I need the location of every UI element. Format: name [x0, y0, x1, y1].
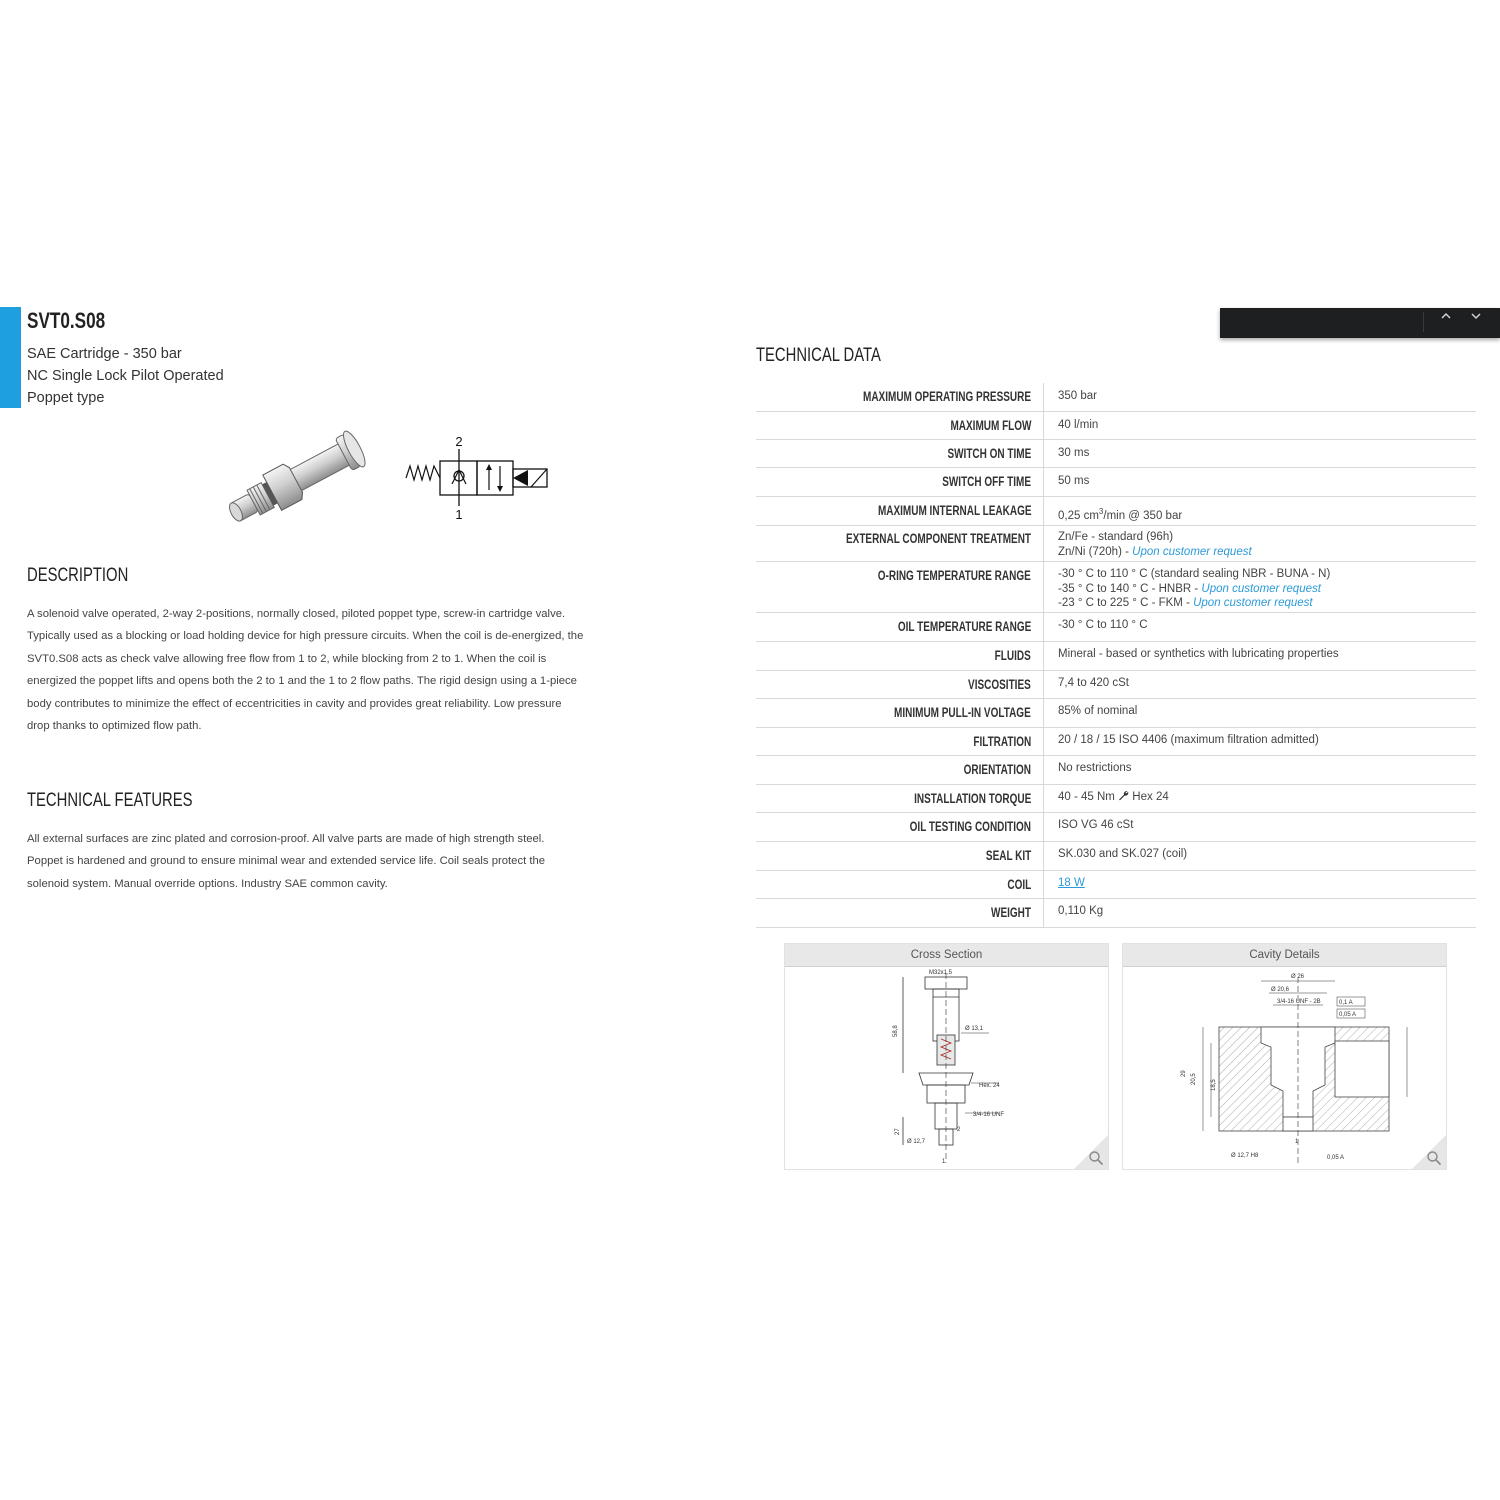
table-row — [756, 728, 1476, 756]
row-value: Zn/Fe - standard (96h) Zn/Ni (720h) - Upon customer request — [1058, 531, 1252, 558]
cavity-details-drawing — [1123, 967, 1446, 1169]
features-line: All external surfaces are zinc plated and corrosion-proof. All valve parts are made of high strength steel. — [27, 833, 545, 845]
row-value: 40 l/min — [1058, 419, 1099, 431]
drawing-label: 0,05 A — [1339, 1012, 1357, 1018]
description-line: drop thanks to optimized flow path. — [27, 720, 202, 733]
drawing-label: 58,8 — [893, 1025, 899, 1037]
row-label: OIL TEMPERATURE RANGE — [756, 613, 1044, 641]
drawing-label: 20,5 — [1191, 1073, 1197, 1085]
drawing-label: 1 — [1295, 1139, 1299, 1145]
row-label: MAXIMUM FLOW — [756, 412, 1044, 439]
row-value: ISO VG 46 cSt — [1058, 819, 1134, 831]
subtitle-line-2: NC Single Lock Pilot Operated — [27, 368, 224, 384]
row-value: 85% of nominal — [1058, 705, 1138, 717]
table-row — [756, 813, 1476, 842]
product-subtitle — [27, 343, 224, 409]
row-label: SWITCH OFF TIME — [756, 468, 1044, 496]
technical-data-title: TECHNICAL DATA — [756, 345, 881, 366]
drawing-label: Ø 13,1 — [965, 1026, 984, 1032]
cross-section-panel[interactable] — [784, 943, 1109, 1170]
drawing-label: Ø 26 — [1291, 974, 1305, 980]
row-value: 350 bar — [1058, 390, 1098, 402]
table-row — [756, 785, 1476, 813]
table-row — [756, 699, 1476, 728]
accent-bar — [0, 307, 21, 408]
cartridge-valve-image — [220, 424, 380, 534]
zoom-icon[interactable] — [1426, 1150, 1442, 1166]
row-label: SWITCH ON TIME — [756, 440, 1044, 467]
description-line: SVT0.S08 acts as check valve allowing free flow from 1 to 2, while blocking from 2 to 1. When the coil is — [27, 652, 547, 665]
hydraulic-symbol-icon — [400, 430, 555, 525]
description-title: DESCRIPTION — [27, 565, 129, 586]
row-label: FLUIDS — [756, 642, 1044, 670]
upon-request-link[interactable]: Upon customer request — [1193, 597, 1313, 609]
wrench-icon — [1118, 790, 1129, 801]
row-label: O-RING TEMPERATURE RANGE — [756, 562, 1044, 612]
row-value: 50 ms — [1058, 475, 1090, 487]
table-row — [756, 440, 1476, 468]
table-row — [756, 899, 1476, 928]
cavity-details-panel[interactable] — [1122, 943, 1447, 1170]
drawing-label: 2 — [957, 1127, 961, 1133]
features-line: Poppet is hardened and ground to ensure minimal wear and extended service life. Coil seals protect the — [27, 855, 546, 868]
floating-toolbar — [1220, 308, 1500, 338]
table-row — [756, 642, 1476, 671]
row-value: 40 - 45 Nm Hex 24 — [1058, 791, 1169, 803]
table-row — [756, 468, 1476, 497]
description-line: Typically used as a blocking or load holding device for high pressure circuits. When the coil is de-energized, the — [27, 630, 584, 643]
row-label: MAXIMUM OPERATING PRESSURE — [756, 383, 1044, 411]
row-value: No restrictions — [1058, 762, 1132, 774]
features-text — [27, 828, 627, 895]
row-value: 20 / 18 / 15 ISO 4406 (maximum filtration admitted) — [1058, 734, 1319, 746]
row-value — [1044, 871, 1085, 898]
row-value: -30 ° C to 110 ° C (standard sealing NBR - BUNA - N) -35 ° C to 140 ° C - HNBR - Upon customer request -23 ° C to 225 ° C - FKM - Upon customer request — [1058, 568, 1331, 609]
chevron-up-icon[interactable] — [1436, 310, 1456, 325]
row-label: MINIMUM PULL-IN VOLTAGE — [756, 699, 1044, 727]
chevron-down-icon[interactable] — [1466, 310, 1486, 325]
drawing-label: 29 — [1181, 1070, 1187, 1077]
upon-request-link[interactable]: Upon customer request — [1132, 545, 1252, 558]
product-title: SVT0.S08 — [27, 308, 106, 333]
drawing-label: 27 — [895, 1128, 901, 1135]
features-title: TECHNICAL FEATURES — [27, 790, 193, 811]
description-line: body contributes to minimize the effect of eccentricities in cavity and provides great reliability. Low pressure — [27, 697, 562, 710]
row-value: 30 ms — [1058, 447, 1090, 459]
cross-section-drawing — [785, 967, 1108, 1169]
row-label: ORIENTATION — [756, 756, 1044, 784]
description-text — [27, 603, 627, 737]
row-label: WEIGHT — [756, 899, 1044, 927]
drawing-label: Ø 20,6 — [1271, 987, 1290, 993]
row-value: SK.030 and SK.027 (coil) — [1058, 848, 1188, 860]
table-row — [756, 497, 1476, 526]
drawing-label: Ø 12,7 H8 — [1231, 1153, 1259, 1159]
drawing-label: Hex. 24 — [979, 1083, 1000, 1089]
drawing-label: 0,1 A — [1339, 1000, 1353, 1006]
drawing-label: M32x1,5 — [929, 970, 953, 976]
drawing-label: 3/4-16 UNF - 2B — [1277, 999, 1321, 1005]
cross-section-title: Cross Section — [785, 944, 1108, 967]
coil-link[interactable]: 18 W — [1058, 877, 1085, 889]
description-line: energized the poppet lifts and opens both the 2 to 1 and the 1 to 2 flow paths. The rigid design using a 1-piece — [27, 675, 577, 688]
row-value: 0,25 $cm^3/\min$ @ 350 bar — [1058, 507, 1183, 522]
table-row — [756, 756, 1476, 785]
subtitle-line-1: SAE Cartridge - 350 bar — [27, 346, 182, 362]
features-line: solenoid system. Manual override options. Industry SAE common cavity. — [27, 877, 388, 890]
port-1-label: 1 — [455, 507, 463, 522]
cavity-details-title: Cavity Details — [1123, 944, 1446, 967]
row-value: Mineral - based or synthetics with lubricating properties — [1058, 648, 1339, 660]
row-label: MAXIMUM INTERNAL LEAKAGE — [756, 497, 1044, 525]
port-2-label: 2 — [455, 434, 463, 449]
upon-request-link[interactable]: Upon customer request — [1201, 582, 1321, 595]
description-line: A solenoid valve operated, 2-way 2-positions, normally closed, piloted poppet type, screw-in cartridge valve. — [27, 608, 566, 620]
drawing-label: 1 — [942, 1159, 946, 1165]
row-label: EXTERNAL COMPONENT TREATMENT — [756, 526, 1044, 561]
table-row — [756, 613, 1476, 642]
subtitle-line-3: Poppet type — [27, 390, 105, 406]
row-value: 7,4 to 420 cSt — [1058, 677, 1129, 689]
row-label: FILTRATION — [756, 728, 1044, 755]
row-label: OIL TESTING CONDITION — [756, 813, 1044, 841]
row-label: COIL — [756, 871, 1044, 898]
zoom-icon[interactable] — [1088, 1150, 1104, 1166]
drawing-label: 18,5 — [1211, 1079, 1217, 1091]
table-row — [756, 383, 1476, 412]
row-value: 0,110 Kg — [1058, 905, 1104, 917]
drawing-label: Ø 12,7 — [907, 1139, 926, 1145]
row-label: VISCOSITIES — [756, 671, 1044, 698]
table-row — [756, 526, 1476, 562]
table-row — [756, 871, 1476, 899]
table-row — [756, 671, 1476, 699]
row-value: -30 ° C to 110 ° C — [1058, 619, 1148, 631]
table-row — [756, 562, 1476, 613]
drawing-label: 3/4-16 UNF — [973, 1112, 1005, 1118]
table-row — [756, 842, 1476, 871]
row-label: SEAL KIT — [756, 842, 1044, 870]
drawing-label: 0,05 A — [1327, 1155, 1345, 1161]
technical-data-table — [756, 383, 1476, 928]
row-label: INSTALLATION TORQUE — [756, 785, 1044, 812]
toolbar-separator — [1423, 312, 1424, 332]
table-row — [756, 412, 1476, 440]
